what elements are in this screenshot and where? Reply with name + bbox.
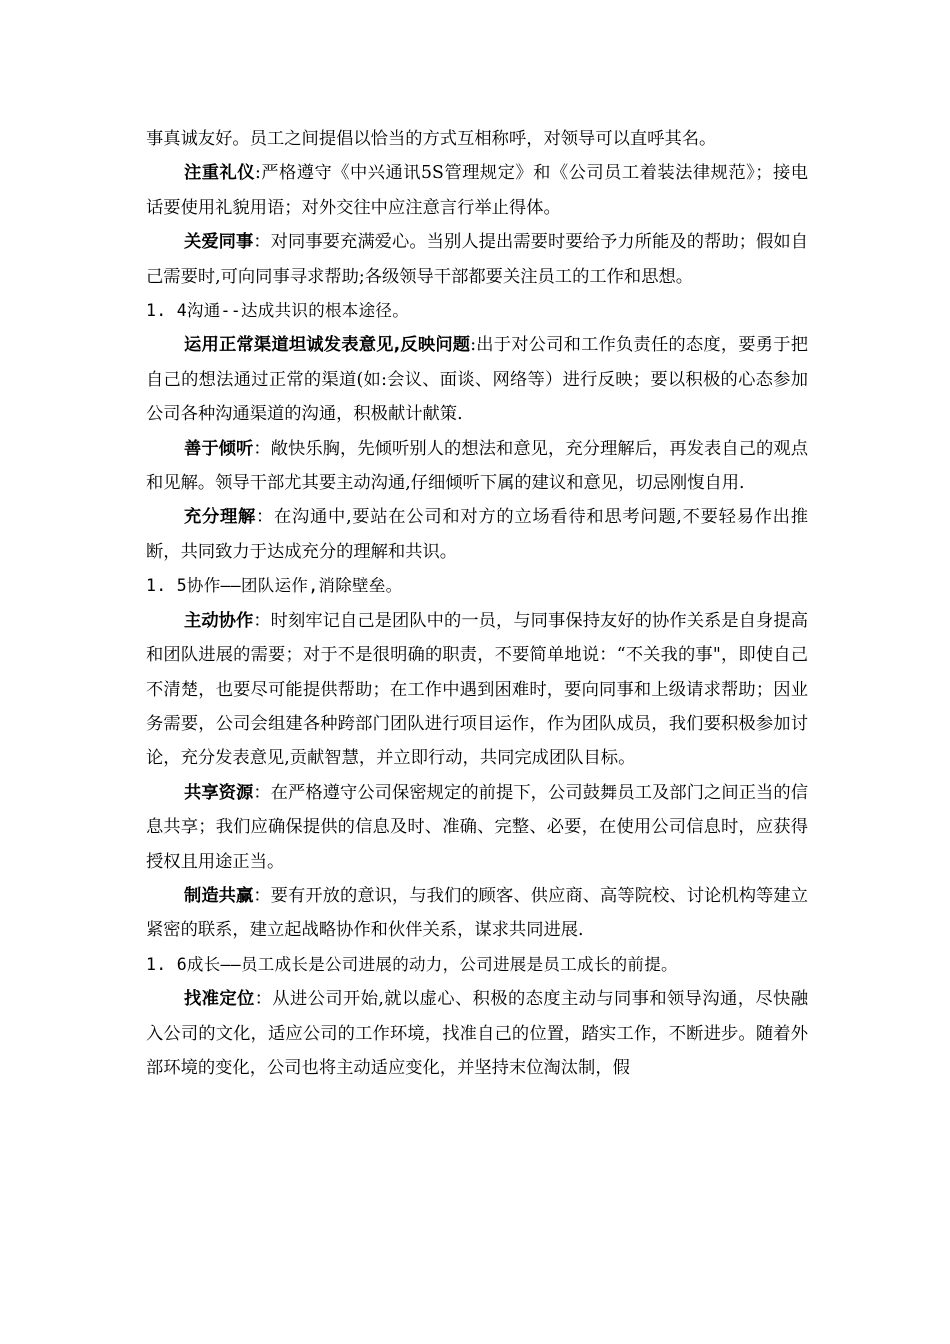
- label-position: 找准定位: [184, 989, 255, 1010]
- section-heading-1-6: 1. 6成长——员工成长是公司进展的动力，公司进展是员工成长的前提。: [146, 954, 678, 974]
- document-body: [146, 122, 808, 1085]
- text-understand: ：在沟通中,要站在公司和对方的立场看待和思考问题,不要轻易作出推断，共同致力于达成充分的理解和共识。: [146, 507, 808, 562]
- text-winwin: ：要有开放的意识，与我们的顾客、供应商、高等院校、讨论机构等建立紧密的联系，建立起战略协作和伙伴关系，谋求共同进展.: [146, 885, 808, 941]
- label-care: 关爱同事: [184, 232, 254, 253]
- label-share: 共享资源: [184, 782, 254, 803]
- label-understand: 充分理解: [184, 507, 257, 528]
- paragraph-share: [146, 776, 808, 879]
- paragraph-position: [146, 982, 808, 1085]
- text-care: ：对同事要充满爱心。当别人提出需要时要给予力所能及的帮助；假如自己需要时,可向同事寻求帮助;各级领导干部都要关注员工的工作和思想。: [146, 232, 808, 287]
- label-etiquette: 注重礼仪: [184, 163, 256, 184]
- text-listen: ：敞快乐胸，先倾听别人的想法和意见，充分理解后，再发表自己的观点和见解。领导干部尤其要主动沟通,仔细倾听下属的建议和意见，切忌刚愎自用.: [146, 438, 808, 494]
- text-position: ：从进公司开始,就以虚心、积极的态度主动与同事和领导沟通，尽快融入公司的文化，适应公司的工作环境，找准自己的位置，踏实工作，不断进步。随着外部环境的变化，公司也将主动适应变化，并坚持末位淘汰制，假: [146, 989, 808, 1078]
- paragraph-etiquette: [146, 156, 808, 225]
- section-heading-1-4: 1. 4沟通--达成共识的根本途径。: [146, 301, 410, 321]
- label-cooperate: 主动协作: [184, 610, 254, 631]
- text-cooperate: ：时刻牢记自己是团队中的一员，与同事保持友好的协作关系是自身提高和团队进展的需要；对于不是很明确的职责，不要简单地说：“不关我的事"，即使自己不清楚，也要尽可能提供帮助；在工作中遇到困难时，要向同事和上级请求帮助；因业务需要，公司会组建各种跨部门团队进行项目运作，作为团队成员，我们要积极参加讨论，充分发表意见,贡献智慧，并立即行动，共同完成团队目标。: [146, 610, 808, 769]
- text-channels: :出于对公司和工作负责任的态度，要勇于把自己的想法通过正常的渠道(如:会议、面谈、网络等）进行反映；要以积极的心态参加公司各种沟通渠道的沟通，积极献计献策.: [146, 335, 808, 425]
- paragraph-listen: [146, 432, 808, 501]
- paragraph-winwin: [146, 879, 808, 948]
- label-listen: 善于倾听: [184, 438, 254, 459]
- paragraph-cooperate: [146, 604, 808, 776]
- paragraph-continuation: 事真诚友好。员工之间提倡以恰当的方式互相称呼，对领导可以直呼其名。: [146, 129, 717, 149]
- label-channels: 运用正常渠道坦诚发表意见,反映问题: [184, 335, 471, 356]
- paragraph-care: [146, 225, 808, 294]
- text-etiquette: :严格遵守《中兴通讯5S管理规定》和《公司员工着装法律规范》；接电话要使用礼貌用语；对外交往中应注意言行举止得体。: [146, 163, 808, 218]
- text-share: ：在严格遵守公司保密规定的前提下，公司鼓舞员工及部门之间正当的信息共享；我们应确保提供的信息及时、准确、完整、必要，在使用公司信息时，应获得授权且用途正当。: [146, 782, 808, 872]
- section-heading-1-5: 1. 5协作——团队运作,消除壁垒。: [146, 576, 403, 596]
- label-winwin: 制造共赢: [184, 885, 254, 906]
- paragraph-understand: [146, 500, 808, 569]
- paragraph-channels: [146, 328, 808, 431]
